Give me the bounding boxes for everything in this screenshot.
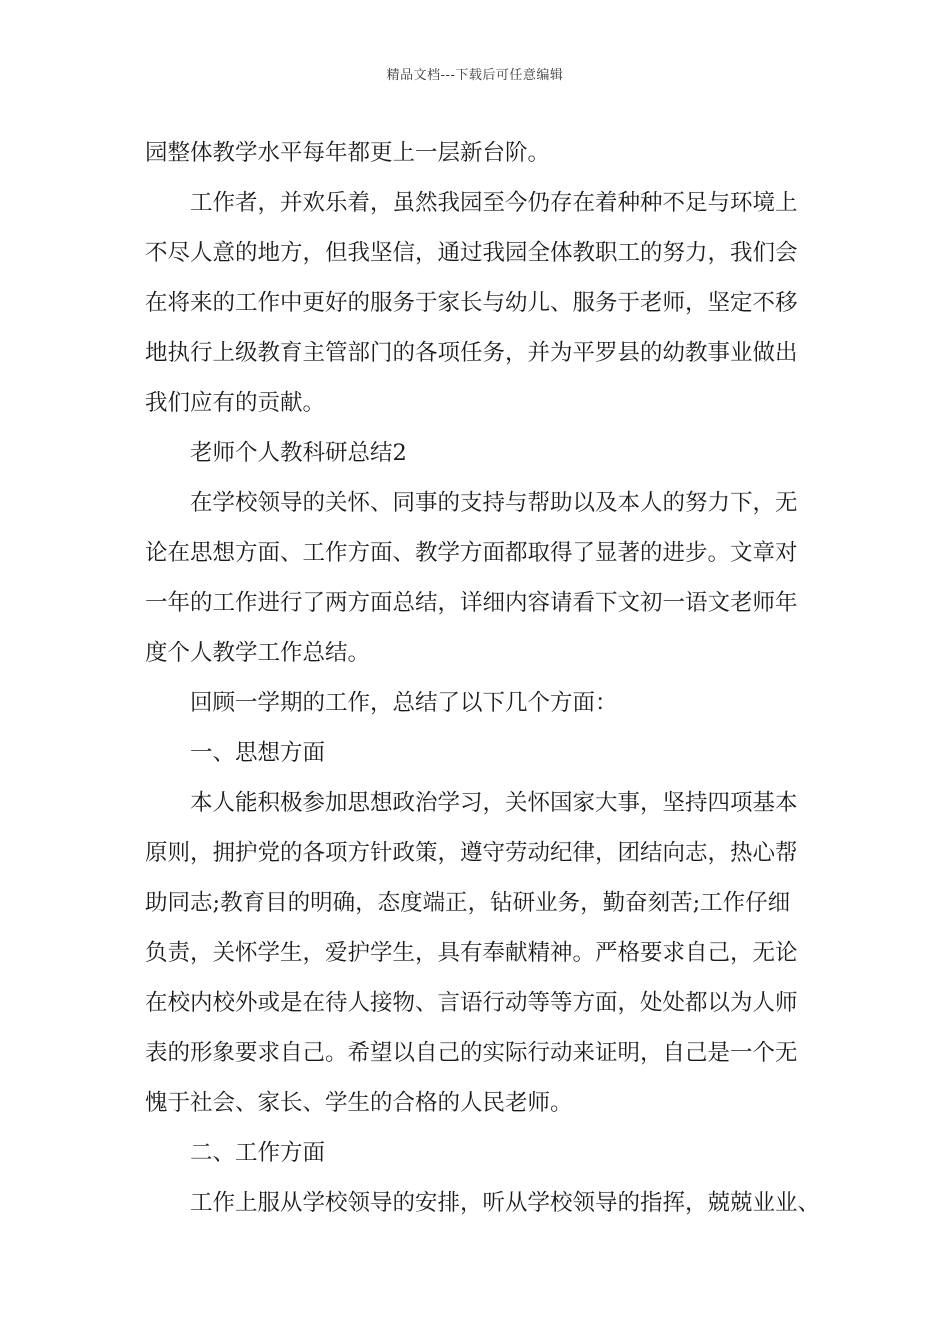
text-line: 回顾一学期的工作，总结了以下几个方面：	[190, 690, 618, 716]
text-line: 在校内校外或是在待人接物、言语行动等等方面，处处都以为人师	[145, 990, 798, 1016]
text-line: 工作上服从学校领导的安排，听从学校领导的指挥，兢兢业业、	[190, 1190, 821, 1216]
text-line: 园整体教学水平每年都更上一层新台阶。	[145, 140, 551, 166]
text-line: 原则，拥护党的各项方针政策，遵守劳动纪律，团结向志，热心帮	[145, 840, 798, 866]
text-line: 论在思想方面、工作方面、教学方面都取得了显著的进步。文章对	[145, 540, 798, 566]
section-heading: 二、工作方面	[190, 1140, 326, 1166]
text-line: 一年的工作进行了两方面总结，详细内容请看下文初一语文老师年	[145, 590, 798, 616]
text-line: 助同志;教育目的明确，态度端正，钻研业务，勤奋刻苦;工作仔细	[145, 890, 791, 916]
text-line: 度个人教学工作总结。	[145, 640, 371, 666]
document-body	[145, 128, 820, 1228]
text-line: 愧于社会、家长、学生的合格的人民老师。	[145, 1090, 573, 1116]
text-line: 工作者，并欢乐着，虽然我园至今仍存在着种种不足与环境上	[190, 190, 798, 216]
section-heading: 老师个人教科研总结2	[190, 440, 407, 466]
text-line: 地执行上级教育主管部门的各项任务，并为平罗县的幼教事业做出	[145, 340, 798, 366]
text-line: 负责，关怀学生，爱护学生，具有奉献精神。严格要求自己，无论	[145, 940, 798, 966]
page-header: 精品文档---下载后可任意编辑	[386, 68, 564, 83]
text-line: 在学校领导的关怀、同事的支持与帮助以及本人的努力下，无	[190, 490, 798, 516]
text-line: 不尽人意的地方，但我坚信，通过我园全体教职工的努力，我们会	[145, 240, 798, 266]
text-line: 表的形象要求自己。希望以自己的实际行动来证明，自己是一个无	[145, 1040, 798, 1066]
section-heading: 一、思想方面	[190, 740, 326, 766]
text-line: 本人能积极参加思想政治学习，关怀国家大事，坚持四项基本	[190, 790, 798, 816]
text-line: 我们应有的贡献。	[145, 390, 326, 416]
text-line: 在将来的工作中更好的服务于家长与幼儿、服务于老师，坚定不移	[145, 290, 798, 316]
